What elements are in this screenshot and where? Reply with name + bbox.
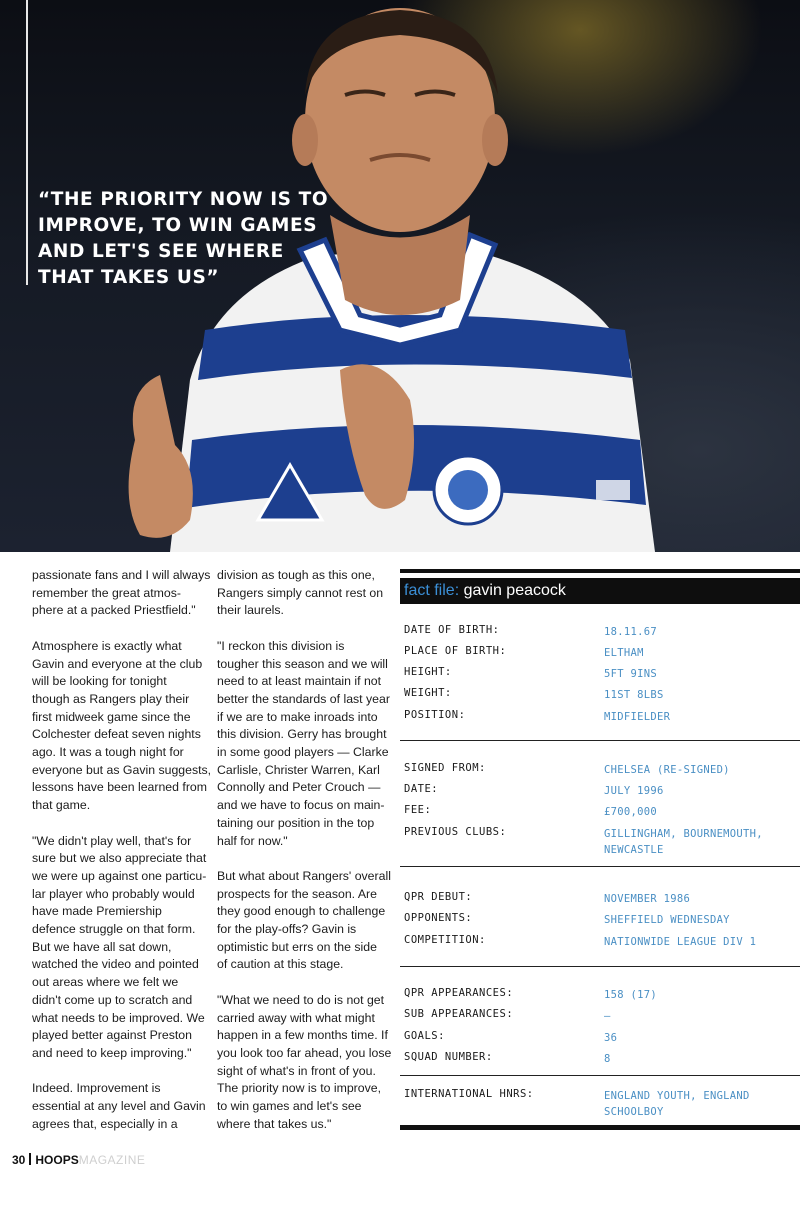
fact-label: POSITION: xyxy=(404,709,466,721)
article-line: optimistic but errs on the side xyxy=(217,939,377,954)
player-photo xyxy=(0,0,800,552)
article-line: Rangers simply cannot rest on xyxy=(217,585,384,600)
article-line: Atmosphere is exactly what xyxy=(32,638,182,653)
fact-value xyxy=(604,987,657,1003)
article-line: if we are to make inroads into xyxy=(217,709,378,724)
article-line: phere at a packed Priestfield." xyxy=(32,603,196,618)
pull-quote-line: IMPROVE, TO WIN GAMES xyxy=(38,215,318,236)
article-line: half for now." xyxy=(217,833,288,848)
fact-value-line: JULY 1996 xyxy=(604,785,664,797)
fact-value xyxy=(604,783,664,799)
fact-value xyxy=(604,709,670,725)
fact-file-title xyxy=(404,580,566,602)
article-paragraph xyxy=(32,833,207,1063)
fact-file-title-name: gavin peacock xyxy=(463,582,566,599)
fact-label: INTERNATIONAL HNRS: xyxy=(404,1088,534,1100)
fact-value-line: MIDFIELDER xyxy=(604,711,671,723)
article-paragraph xyxy=(217,567,392,620)
fact-label: FEE: xyxy=(404,804,432,816)
fact-value-line: NEWCASTLE xyxy=(604,844,664,856)
fact-value xyxy=(604,624,657,640)
fact-label: PREVIOUS CLUBS: xyxy=(404,826,507,838)
article-line: watched the video and pointed xyxy=(32,957,199,972)
pull-quote-line: AND LET'S SEE WHERE xyxy=(38,241,284,262)
fact-label: PLACE OF BIRTH: xyxy=(404,645,507,657)
article-paragraph xyxy=(217,868,392,974)
article-paragraph xyxy=(217,638,392,850)
fact-value-line: 5FT 9INS xyxy=(604,668,657,680)
article-line: "We didn't play well, that's for xyxy=(32,833,192,848)
article-line: didn't come up to scratch and xyxy=(32,992,193,1007)
article-line: lessons have been learned from xyxy=(32,780,207,795)
fact-value-line: 18.11.67 xyxy=(604,626,657,638)
fact-value xyxy=(604,1088,750,1120)
fact-value-line: NATIONWIDE LEAGUE DIV 1 xyxy=(604,936,757,948)
article-line: everyone but as Gavin suggests, xyxy=(32,762,212,777)
article-paragraph xyxy=(217,992,392,1134)
article-line: "What we need to do is not get xyxy=(217,992,385,1007)
fact-value-line: £700,000 xyxy=(604,806,657,818)
article-line: Colchester defeat seven nights xyxy=(32,727,201,742)
article-line: that game. xyxy=(32,798,91,813)
article-line: of caution at this stage. xyxy=(217,957,344,972)
article-line: But we have all sat down, xyxy=(32,939,172,954)
article-line: though as Rangers play their xyxy=(32,691,190,706)
article-line: and we have to focus on main- xyxy=(217,798,385,813)
photo-divider-line xyxy=(26,0,28,285)
fact-value xyxy=(604,1008,611,1024)
article-line: Carlisle, Christer Warren, Karl xyxy=(217,762,380,777)
page-number: 30 xyxy=(12,1153,26,1167)
fact-value-line: ELTHAM xyxy=(604,647,644,659)
fact-label: OPPONENTS: xyxy=(404,912,473,924)
fact-label: DATE OF BIRTH: xyxy=(404,624,500,636)
article-line: agrees that, especially in a xyxy=(32,1116,178,1131)
article-paragraph xyxy=(32,638,212,815)
page-footer xyxy=(12,1153,145,1167)
fact-value xyxy=(604,666,657,682)
footer-brand-suffix: MAGAZINE xyxy=(78,1153,146,1167)
fact-label: QPR DEBUT: xyxy=(404,891,473,903)
article-line: "I reckon this division is xyxy=(217,638,345,653)
fact-value xyxy=(604,891,690,907)
fact-label: WEIGHT: xyxy=(404,687,452,699)
article-column-2 xyxy=(217,567,392,1151)
fact-value xyxy=(604,912,730,928)
fact-value xyxy=(604,1051,611,1067)
fact-value xyxy=(604,826,763,858)
article-line: sure but we also appreciate that xyxy=(32,851,207,866)
fact-value xyxy=(604,934,756,950)
fact-value-line: 8 xyxy=(604,1053,611,1065)
fact-value xyxy=(604,804,657,820)
article-line: will be looking for tonight xyxy=(32,674,167,689)
article-line: we were up against one particu- xyxy=(32,868,207,883)
fact-value-line: 158 (17) xyxy=(604,989,657,1001)
pull-quote xyxy=(38,187,329,291)
article-line: remember the great atmos- xyxy=(32,585,181,600)
fact-label: GOALS: xyxy=(404,1030,445,1042)
article-line: first midweek game since the xyxy=(32,709,191,724)
fact-label: SUB APPEARANCES: xyxy=(404,1008,514,1020)
article-line: Connolly and Peter Crouch — xyxy=(217,780,381,795)
fact-value-line: ENGLAND YOUTH, ENGLAND xyxy=(604,1090,750,1102)
fact-file-separator xyxy=(400,866,800,867)
article-line: sight of what's in front of you. xyxy=(217,1063,376,1078)
fact-label: SQUAD NUMBER: xyxy=(404,1051,493,1063)
article-line: have made Premiership xyxy=(32,904,162,919)
article-column-1 xyxy=(32,567,212,1151)
fact-label: QPR APPEARANCES: xyxy=(404,987,514,999)
article-paragraph xyxy=(32,567,211,620)
fact-label: HEIGHT: xyxy=(404,666,452,678)
article-paragraph xyxy=(32,1080,204,1133)
fact-value-line: 11ST 8LBS xyxy=(604,689,664,701)
fact-value-line: NOVEMBER 1986 xyxy=(604,893,691,905)
fact-file-title-prefix: fact file: xyxy=(404,582,460,599)
article-line: lar player who probably would xyxy=(32,886,195,901)
article-line: defence struggle on that form. xyxy=(32,922,196,937)
fact-value xyxy=(604,1030,617,1046)
fact-label: SIGNED FROM: xyxy=(404,762,486,774)
fact-value-line: CHELSEA (RE-SIGNED) xyxy=(604,764,730,776)
article-line: essential at any level and Gavin xyxy=(32,1099,206,1114)
article-line: need to at least maintain if not xyxy=(217,674,382,689)
fact-value-line: 36 xyxy=(604,1032,618,1044)
fact-label: DATE: xyxy=(404,783,439,795)
fact-file-separator xyxy=(400,966,800,967)
article-line: Indeed. Improvement is xyxy=(32,1081,161,1096)
article-line: and need to keep improving." xyxy=(32,1045,192,1060)
fact-value-line: SHEFFIELD WEDNESDAY xyxy=(604,914,730,926)
article-line: taining our position in the top xyxy=(217,815,375,830)
fact-value xyxy=(604,762,730,778)
fact-value xyxy=(604,687,664,703)
fact-value-line: GILLINGHAM, BOURNEMOUTH, xyxy=(604,828,763,840)
fact-file-bottom-rule xyxy=(400,1125,800,1130)
article-line: in some good players — Clarke xyxy=(217,745,389,760)
article-line: Gavin and everyone at the club xyxy=(32,656,203,671)
article-line: happen in a few months time. If xyxy=(217,1028,388,1043)
pull-quote-line: THAT TAKES US” xyxy=(38,267,220,288)
article-line: their laurels. xyxy=(217,603,284,618)
fact-value-line: SCHOOLBOY xyxy=(604,1106,664,1118)
article-line: for the play-offs? Gavin is xyxy=(217,922,357,937)
article-line: tougher this season and we will xyxy=(217,656,388,671)
article-line: prospects for the season. Are xyxy=(217,886,377,901)
footer-divider xyxy=(29,1153,31,1165)
article-line: you look too far ahead, you lose xyxy=(217,1045,392,1060)
footer-brand: HOOPS xyxy=(35,1153,79,1167)
article-line: But what about Rangers' overall xyxy=(217,868,391,883)
fact-file-separator xyxy=(400,740,800,741)
fact-value-line: – xyxy=(604,1010,611,1022)
article-line: division as tough as this one, xyxy=(217,568,375,582)
article-line: where that takes us." xyxy=(217,1116,332,1131)
article-line: carried away with what might xyxy=(217,1010,375,1025)
article-line: what needs to be improved. We xyxy=(32,1010,205,1025)
article-line: better the standards of last year xyxy=(217,691,390,706)
article-line: The priority now is to improve, xyxy=(217,1081,382,1096)
article-line: this division. Gerry has brought xyxy=(217,727,387,742)
fact-label: COMPETITION: xyxy=(404,934,486,946)
article-line: played better against Preston xyxy=(32,1028,192,1043)
fact-value xyxy=(604,645,644,661)
article-line: passionate fans and I will always xyxy=(32,568,211,582)
pull-quote-line: “THE PRIORITY NOW IS TO xyxy=(38,189,329,210)
article-line: to win games and let's see xyxy=(217,1099,362,1114)
fact-file-top-rule xyxy=(400,569,800,573)
article-line: out areas where we felt we xyxy=(32,975,179,990)
fact-file-separator xyxy=(400,1075,800,1076)
article-line: ago. It was a tough night for xyxy=(32,745,184,760)
article-line: they good enough to challenge xyxy=(217,904,386,919)
